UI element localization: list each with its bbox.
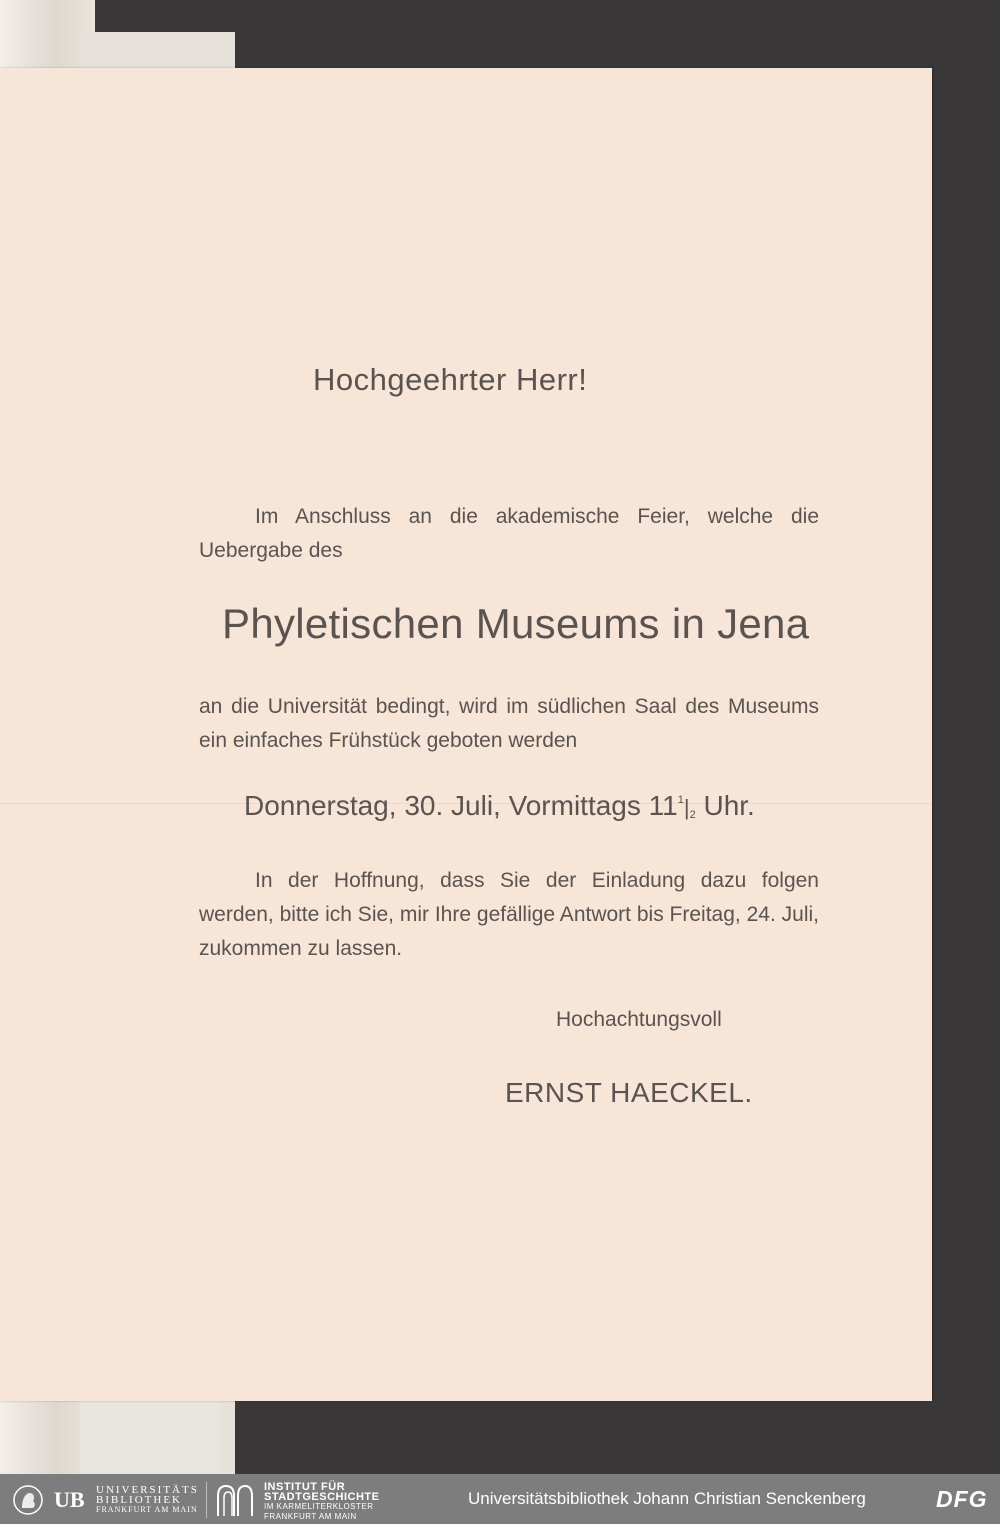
museum-title: Phyletischen Museums in Jena [222, 600, 810, 647]
ub-line-1: UNIVERSITÄTS [96, 1484, 199, 1496]
footer-divider [206, 1482, 207, 1518]
isg-line-3: IM KARMELITERKLOSTER [264, 1502, 374, 1511]
closing: Hochachtungsvoll [556, 1008, 722, 1031]
ub-wordmark [96, 1485, 199, 1515]
underlying-sheet-bottom [80, 1400, 220, 1474]
date-end: Uhr. [695, 790, 755, 821]
date-fraction-numerator: 1 [677, 794, 684, 806]
isg-line-1: INSTITUT FÜR [264, 1481, 346, 1493]
hope-paragraph: In der Hoffnung, dass Sie der Einladung dazu folgen werden, bitte ich Sie, mir Ihre gefällige Antwort bis Freitag, 24. Juli, zukommen zu lassen. [199, 869, 819, 960]
footer-bar [0, 1474, 1000, 1524]
ub-portrait-icon [6, 1484, 90, 1516]
isg-line-2: STADTGESCHICHTE [264, 1491, 380, 1503]
intro-paragraph: Im Anschluss an die akademische Feier, welche die Uebergabe des [199, 505, 819, 562]
isg-arches-icon[interactable] [214, 1482, 256, 1518]
event-date [244, 790, 755, 822]
isg-line-4: FRANKFURT AM MAIN [264, 1512, 357, 1521]
date-main: Donnerstag, 30. Juli, Vormittags 11 [244, 790, 678, 821]
body-paragraph: an die Universität bedingt, wird im südlichen Saal des Museums ein einfaches Frühstück geboten werden [199, 695, 819, 752]
ub-logo[interactable] [6, 1484, 199, 1516]
isg-wordmark [264, 1482, 379, 1522]
footer-title: Universitätsbibliothek Johann Christian Senckenberg [468, 1489, 866, 1508]
dfg-logo[interactable]: DFG [936, 1486, 988, 1512]
ub-abbreviation: UB [54, 1487, 85, 1512]
date-fraction-denominator: 2 [689, 809, 696, 821]
ub-line-2: BIBLIOTHEK [96, 1494, 182, 1506]
ub-line-3: FRANKFURT AM MAIN [96, 1505, 198, 1514]
signature: ERNST HAECKEL. [505, 1077, 753, 1108]
salutation: Hochgeehrter Herr! [313, 362, 588, 397]
date-fraction-bar: | [683, 795, 690, 820]
